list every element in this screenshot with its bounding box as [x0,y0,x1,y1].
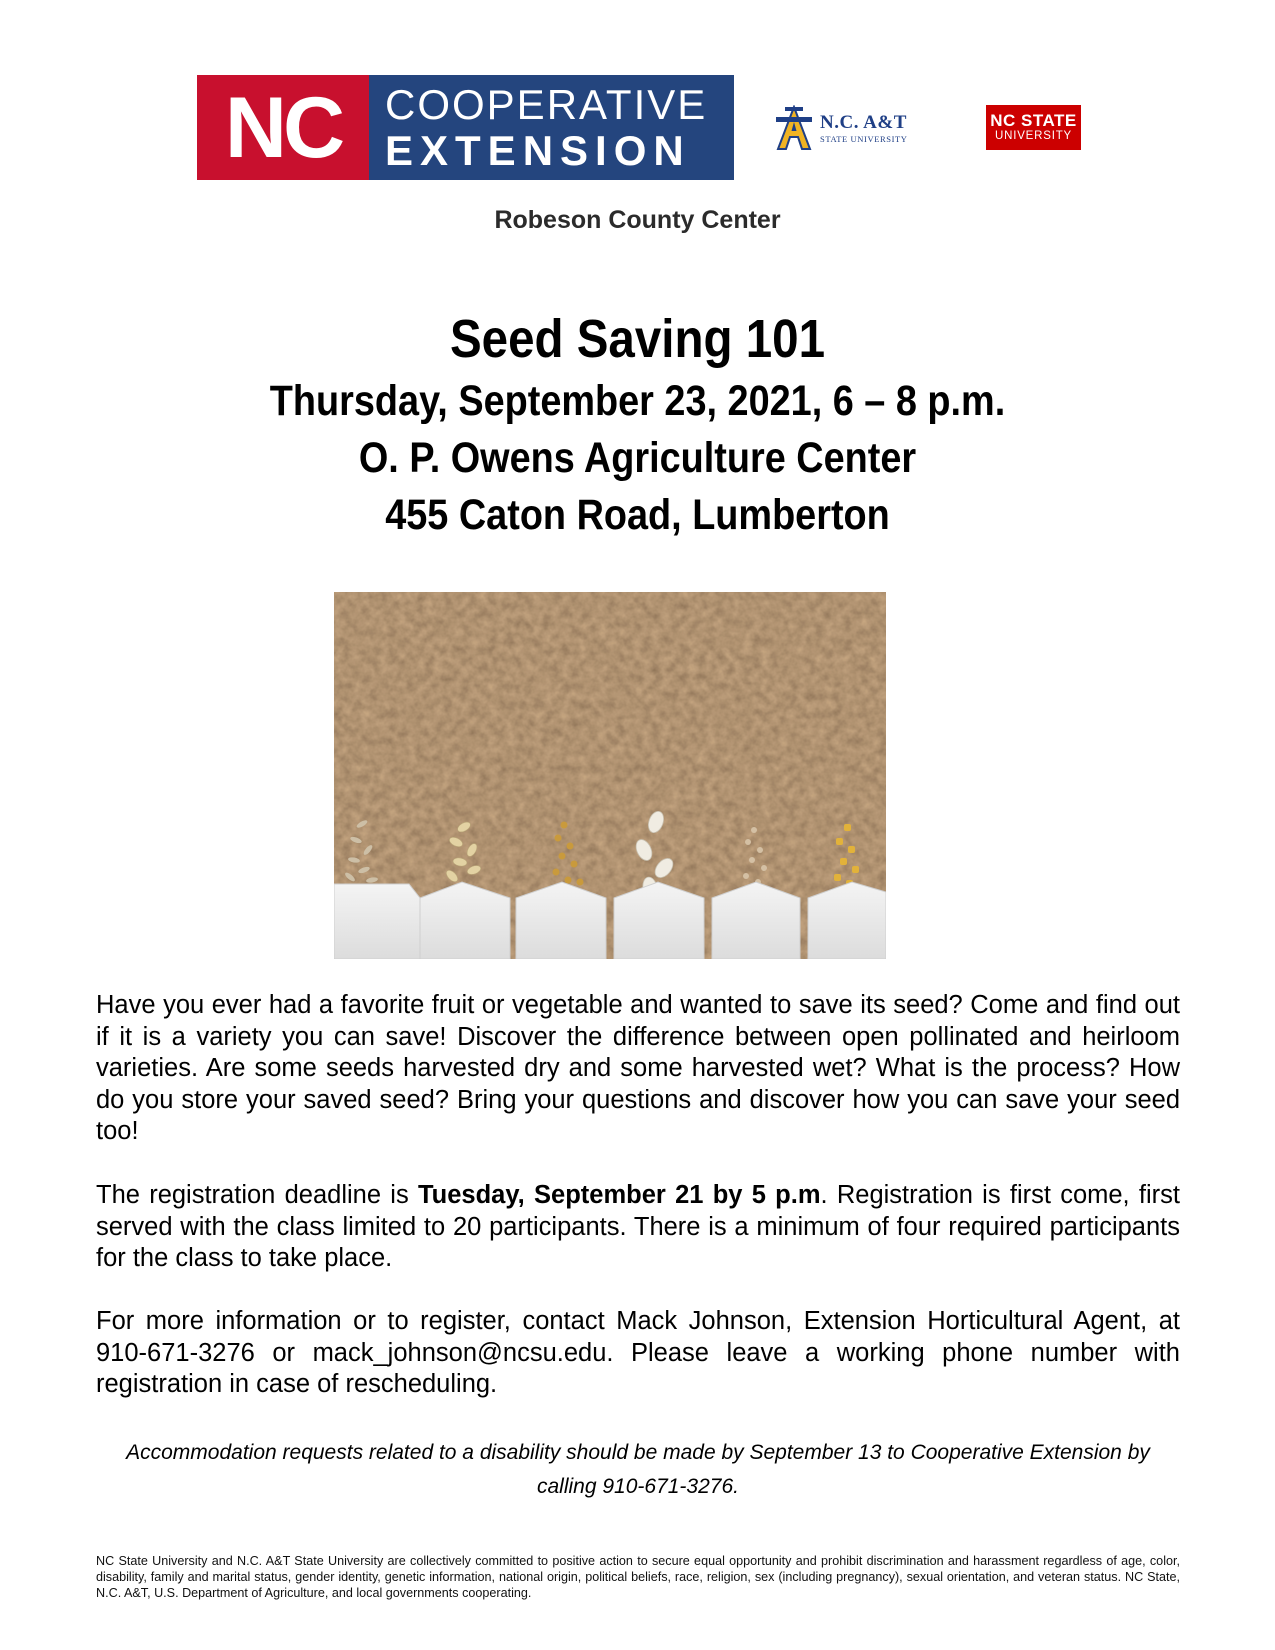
soil-seed-packets-photo [334,592,886,959]
nc-at-wordmark [820,113,908,144]
aggie-a-icon [774,105,814,151]
registration-paragraph [96,1180,1180,1275]
accommodation-note: Accommodation requests related to a disability should be made by September 13 to Cooperative Extension by calling 910-671-3276. [126,1441,1150,1498]
logo-line-extension: EXTENSION [385,126,691,174]
county-center-name: Robeson County Center [494,206,781,234]
nc-state-logo [986,105,1081,150]
nc-state-line2: UNIVERSITY [994,130,1072,143]
nc-at-subtitle: STATE UNIVERSITY [820,133,908,144]
nc-logo-mark: NC [197,75,369,180]
photo-illustration [334,592,886,959]
registration-text-post: . Registration is first come, first served with the class limited to 20 participants. There is a minimum of four required participants for the class to take place. [96,1181,1180,1272]
intro-paragraph: Have you ever had a favorite fruit or vegetable and wanted to save its seed? Come and find out if it is a variety you can save! Discover the difference between open pollinated and heirloom varieties. Are some seeds harvested dry and some harvested wet? What is the process? How do you store your saved seed? Bring your questions and discover how you can save your seed too! [96,991,1180,1145]
event-datetime: Thursday, September 23, 2021, 6 – 8 p.m. [269,377,1006,425]
event-location: O. P. Owens Agriculture Center [358,434,917,482]
registration-deadline: Tuesday, September 21 by 5 p.m [417,1181,821,1209]
nc-state-line1: NC STATE [990,111,1077,131]
event-address: 455 Caton Road, Lumberton [385,491,890,539]
contact-paragraph: For more information or to register, contact Mack Johnson, Extension Horticultural Agent, at 910-671-3276 or mack_johnson@ncsu.edu. Please leave a working phone number with registration in case of rescheduling. [96,1307,1180,1398]
logo-line-cooperative: COOPERATIVE [385,80,708,128]
nondiscrimination-statement: NC State University and N.C. A&T State University are collectively committed to positive action to secure equal opportunity and prohibit discrimination and harassment regardless of age, color, disability, family and marital status, gender identity, genetic information, national origin, political beliefs, race, religion, sex (including pregnancy), sexual orientation, and veteran status. NC State, N.C. A&T, U.S. Department of Agriculture, and local governments cooperating. [96,1554,1180,1600]
nc-at-name: N.C. A&T [820,111,907,133]
event-title: Seed Saving 101 [449,309,826,369]
cooperative-extension-logo [197,75,734,180]
cooperative-extension-wordmark [369,75,734,180]
registration-text-pre: The registration deadline is [96,1181,418,1209]
nc-at-logo [774,104,914,152]
